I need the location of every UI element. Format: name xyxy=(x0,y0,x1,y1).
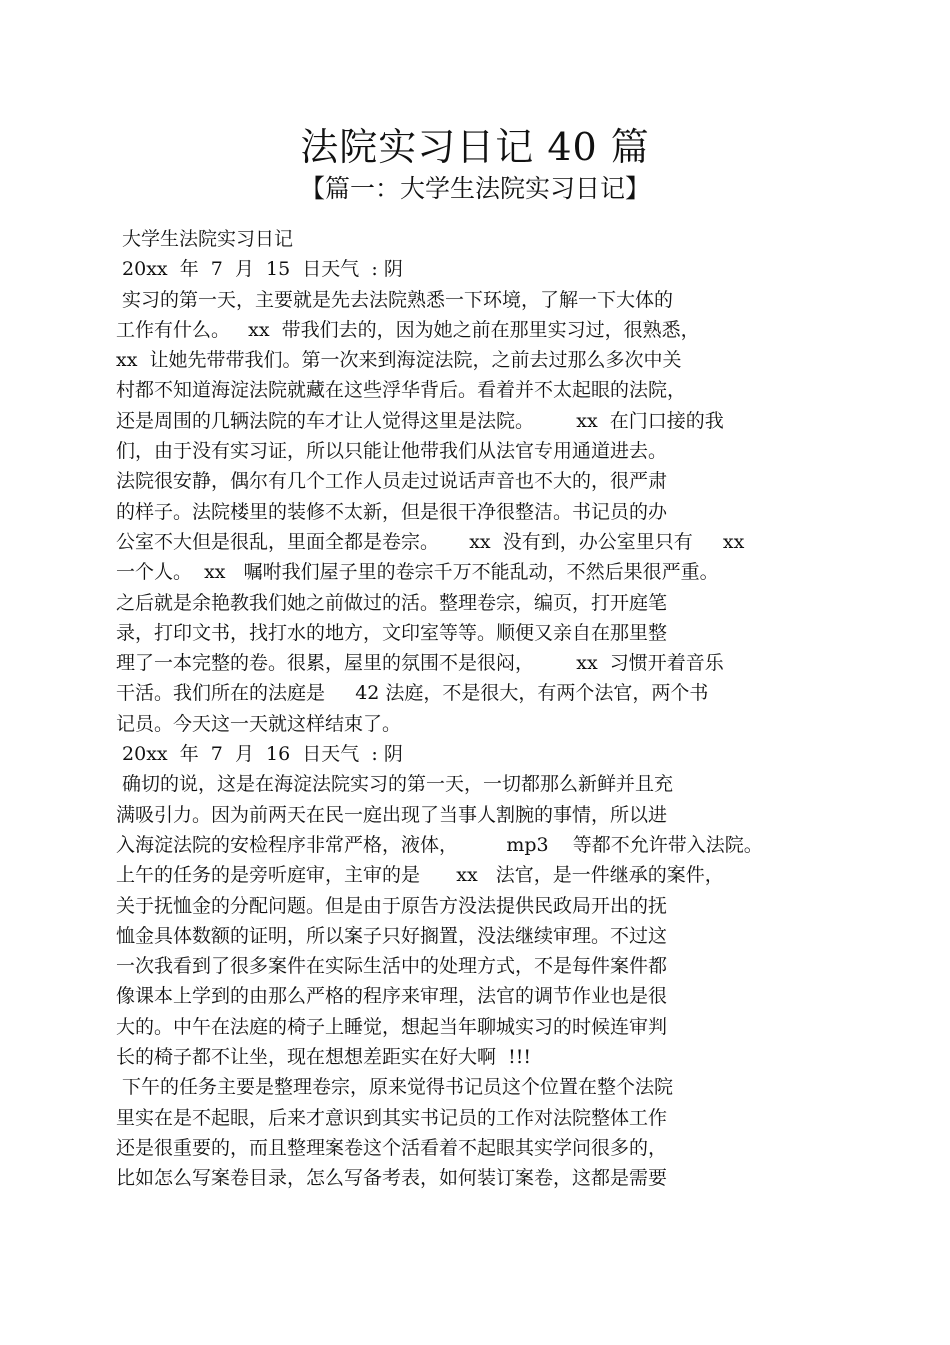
body-text-line: 里实在是不起眼，后来才意识到其实书记员的工作对法院整体工作 xyxy=(116,1106,668,1129)
body-text-line: 录，打印文书，找打水的地方，文印室等等。顺便又亲自在那里整 xyxy=(116,621,668,644)
body-text-line: 比如怎么写案卷目录，怎么写备考表，如何装订案卷，这都是需要 xyxy=(116,1167,668,1190)
body-text-line: 20xx 年 7 月 15 日天气 : 阴 xyxy=(116,258,403,281)
body-text-line: 还是周围的几辆法院的车才让人觉得这里是法院。 xx 在门口接的我 xyxy=(116,409,724,432)
section-heading: 【篇一：大学生法院实习日记】 xyxy=(299,174,650,203)
body-text-line: 记员。今天这一天就这样结束了。 xyxy=(116,712,402,735)
body-text-line: xx 让她先带带我们。第一次来到海淀法院，之前去过那么多次中关 xyxy=(116,349,682,372)
body-text-line: 恤金具体数额的证明，所以案子只好搁置，没法继续审理。不过这 xyxy=(116,924,668,947)
body-text-line: 们，由于没有实习证，所以只能让他带我们从法官专用通道进去。 xyxy=(116,440,668,463)
body-text-line: 确切的说，这是在海淀法院实习的第一天，一切都那么新鲜并且充 xyxy=(116,773,674,796)
body-text-line: 之后就是余艳教我们她之前做过的活。整理卷宗，编页，打开庭笔 xyxy=(116,591,668,614)
body-text-line: 村都不知道海淀法院就藏在这些浮华背后。看着并不太起眼的法院， xyxy=(116,379,687,402)
body-text-line: 下午的任务主要是整理卷宗，原来觉得书记员这个位置在整个法院 xyxy=(116,1076,674,1099)
body-text-line: 工作有什么。 xx 带我们去的，因为她之前在那里实习过，很熟悉， xyxy=(116,318,700,341)
document-body xyxy=(116,224,836,1194)
body-text-line: 干活。我们所在的法庭是 42 法庭，不是很大，有两个法官，两个书 xyxy=(116,682,709,705)
body-text-line: 像课本上学到的由那么严格的程序来审理，法官的调节作业也是很 xyxy=(116,985,668,1008)
body-text-line: 满吸引力。因为前两天在民一庭出现了当事人割腕的事情，所以进 xyxy=(116,803,668,826)
body-text-line: 上午的任务的是旁听庭审，主审的是 xx 法官，是一件继承的案件， xyxy=(116,864,724,887)
body-text-line: 大学生法院实习日记 xyxy=(116,228,294,250)
body-text-line: 入海淀法院的安检程序非常严格，液体， mp3 等都不允许带入法院。 xyxy=(116,833,763,856)
body-text-line: 公室不大但是很乱，里面全都是卷宗。 xx 没有到，办公室里只有 xx xyxy=(116,530,745,553)
body-text-line: 法院很安静，偶尔有几个工作人员走过说话声音也不大的，很严肃 xyxy=(116,470,668,493)
body-text-line: 一次我看到了很多案件在实际生活中的处理方式，不是每件案件都 xyxy=(116,955,668,978)
body-text-line: 一个人。 xx 嘱咐我们屋子里的卷宗千万不能乱动，不然后果很严重。 xyxy=(116,561,719,584)
body-text-line: 关于抚恤金的分配问题。但是由于原告方没法提供民政局开出的抚 xyxy=(116,894,668,917)
document-title: 法院实习日记 40 篇 xyxy=(300,125,650,169)
body-text-line: 理了一本完整的卷。很累，屋里的氛围不是很闷， xx 习惯开着音乐 xyxy=(116,652,724,675)
body-text-line: 长的椅子都不让坐，现在想想差距实在好大啊 !!! xyxy=(116,1046,531,1069)
body-text-line: 实习的第一天，主要就是先去法院熟悉一下环境，了解一下大体的 xyxy=(116,288,674,311)
body-text-line: 大的。中午在法庭的椅子上睡觉，想起当年聊城实习的时候连审判 xyxy=(116,1015,668,1038)
body-text-line: 还是很重要的，而且整理案卷这个活看着不起眼其实学问很多的， xyxy=(116,1136,668,1159)
body-text-line: 20xx 年 7 月 16 日天气 : 阴 xyxy=(116,743,403,766)
body-text-line: 的样子。法院楼里的装修不太新，但是很干净很整洁。书记员的办 xyxy=(116,500,668,523)
